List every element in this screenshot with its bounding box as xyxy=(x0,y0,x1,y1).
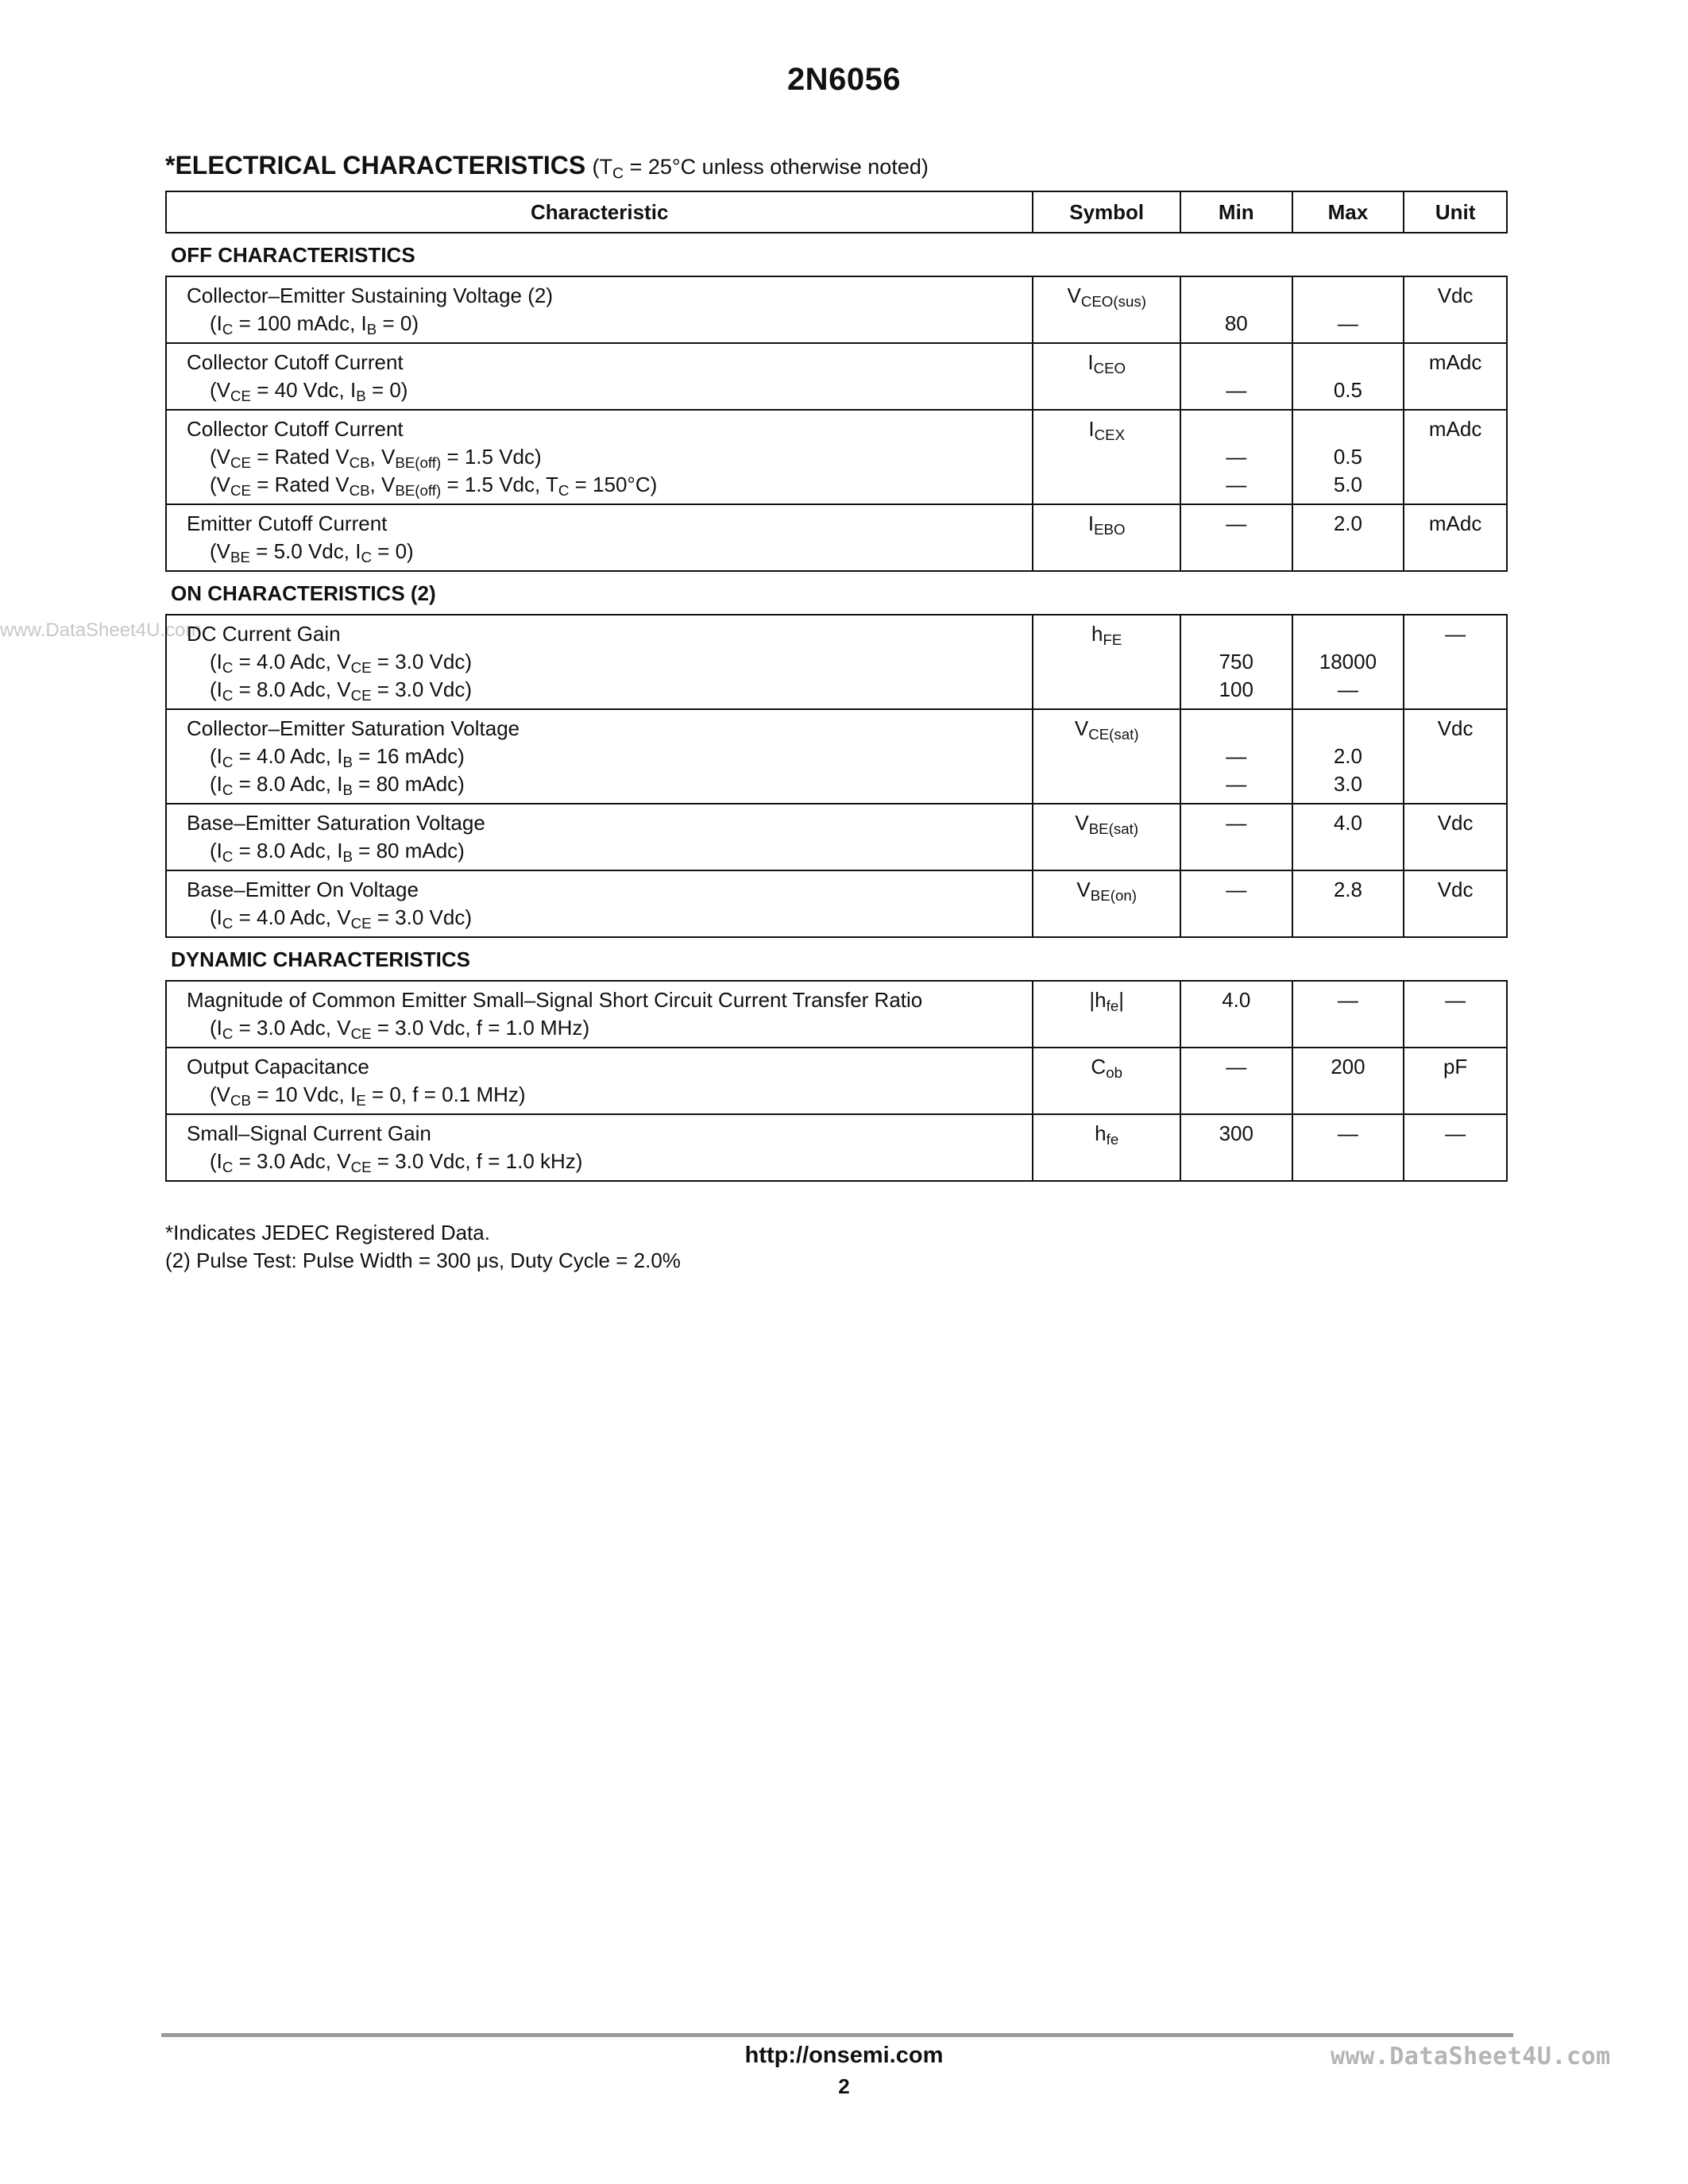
characteristic-cell xyxy=(166,709,1033,804)
min-cell xyxy=(1180,343,1292,410)
max-value xyxy=(1293,282,1404,310)
test-condition: ($V_{CE} = 40$ Vdc, $I_B = 0$) xyxy=(210,378,408,405)
characteristic-cell xyxy=(166,504,1033,571)
max-cell xyxy=(1292,504,1404,571)
unit-cell xyxy=(1404,410,1507,504)
unit-cell xyxy=(1404,504,1507,571)
characteristic-name: Collector–Emitter Saturation Voltage xyxy=(187,716,520,740)
min-value: 4.0 xyxy=(1222,988,1251,1012)
unit-cell xyxy=(1404,804,1507,870)
min-value: 750 xyxy=(1219,650,1253,673)
characteristic-name: Collector Cutoff Current xyxy=(187,350,404,374)
min-value: — xyxy=(1226,473,1247,496)
test-condition: ($V_{CE}$ = Rated $V_{CB}$, $V_{BE(off)} = 1.5$ Vdc) xyxy=(210,445,542,472)
table-row xyxy=(166,981,1507,1048)
min-cell xyxy=(1180,410,1292,504)
characteristic-cell xyxy=(166,1048,1033,1114)
symbol-cell: $V_{CE(sat)}$ xyxy=(1033,709,1180,804)
max-value: 0.5 xyxy=(1333,445,1362,469)
footnote-pulse-test: (2) Pulse Test: Pulse Width = 300 μs, Duty Cycle = 2.0% xyxy=(165,1248,681,1272)
test-condition: ($I_C = 8.0$ Adc, $I_B = 80$ mAdc) xyxy=(210,839,465,866)
test-condition: ($V_{CE}$ = Rated $V_{CB}$, $V_{BE(off)} = 1.5$ Vdc, $T_C = 150^\circ C$) xyxy=(210,473,658,500)
min-value xyxy=(1181,349,1292,376)
table-row xyxy=(166,615,1507,709)
table-row xyxy=(166,804,1507,870)
unit-cell xyxy=(1404,276,1507,343)
symbol-cell: $V_{BE(on)}$ xyxy=(1033,870,1180,937)
table-row xyxy=(166,709,1507,804)
unit-value: mAdc xyxy=(1428,350,1482,374)
min-value: — xyxy=(1226,445,1247,469)
footnotes xyxy=(165,1219,681,1275)
watermark-right: www.DataSheet4U.com xyxy=(1331,2043,1611,2070)
min-value xyxy=(1181,620,1292,648)
characteristic-name: Base–Emitter Saturation Voltage xyxy=(187,811,485,835)
max-cell xyxy=(1292,981,1404,1048)
max-value xyxy=(1293,715,1404,743)
unit-value: pF xyxy=(1443,1055,1468,1078)
max-value: 2.8 xyxy=(1333,878,1362,901)
unit-value: — xyxy=(1445,988,1466,1012)
max-value: — xyxy=(1337,1121,1358,1145)
min-value: — xyxy=(1226,511,1247,535)
symbol-cell: $C_{ob}$ xyxy=(1033,1048,1180,1114)
max-value: 4.0 xyxy=(1333,811,1362,835)
min-cell xyxy=(1180,804,1292,870)
symbol-cell: $V_{CEO(sus)}$ xyxy=(1033,276,1180,343)
max-value: 5.0 xyxy=(1333,473,1362,496)
characteristic-cell xyxy=(166,343,1033,410)
characteristic-cell xyxy=(166,981,1033,1048)
symbol-cell: $V_{BE(sat)}$ xyxy=(1033,804,1180,870)
unit-cell xyxy=(1404,343,1507,410)
characteristic-cell xyxy=(166,804,1033,870)
min-value: — xyxy=(1226,378,1247,402)
test-condition: ($I_C = 4.0$ Adc, $V_{CE} = 3.0$ Vdc) xyxy=(210,650,473,677)
min-value: 100 xyxy=(1219,677,1253,701)
characteristic-cell xyxy=(166,1114,1033,1181)
max-value xyxy=(1293,415,1404,443)
unit-cell xyxy=(1404,1048,1507,1114)
characteristic-name: Small–Signal Current Gain xyxy=(187,1121,431,1145)
section-title: OFF CHARACTERISTICS xyxy=(171,243,415,267)
watermark-left: www.DataSheet4U.com xyxy=(0,619,202,641)
heading-cond-open: (T xyxy=(592,155,613,179)
max-value: 2.0 xyxy=(1333,744,1362,768)
min-cell xyxy=(1180,981,1292,1048)
test-condition: ($I_C = 4.0$ Adc, $V_{CE} = 3.0$ Vdc) xyxy=(210,905,473,932)
characteristic-cell xyxy=(166,615,1033,709)
test-condition: ($I_C = 8.0$ Adc, $I_B = 80$ mAdc) xyxy=(210,772,465,799)
table-row xyxy=(166,1048,1507,1114)
characteristic-name: Emitter Cutoff Current xyxy=(187,511,388,535)
max-cell xyxy=(1292,410,1404,504)
min-cell xyxy=(1180,1048,1292,1114)
table-row xyxy=(166,410,1507,504)
unit-cell xyxy=(1404,1114,1507,1181)
min-value xyxy=(1181,415,1292,443)
max-value: 0.5 xyxy=(1333,378,1362,402)
symbol-cell: $|h_{fe}|$ xyxy=(1033,981,1180,1048)
characteristic-name: Magnitude of Common Emitter Small–Signal Short Circuit Current Transfer Ratio xyxy=(187,988,923,1012)
unit-value: — xyxy=(1445,622,1466,646)
max-value xyxy=(1293,349,1404,376)
part-number-title: 2N6056 xyxy=(786,62,902,97)
unit-cell xyxy=(1404,709,1507,804)
heading-cond-sub: C xyxy=(612,164,624,183)
max-value: — xyxy=(1337,311,1358,335)
table-row xyxy=(166,1114,1507,1181)
symbol-cell: $I_{CEO}$ xyxy=(1033,343,1180,410)
unit-cell xyxy=(1404,870,1507,937)
min-value: — xyxy=(1226,1055,1247,1078)
characteristic-name: DC Current Gain xyxy=(187,622,341,646)
footnote-jedec: *Indicates JEDEC Registered Data. xyxy=(165,1221,490,1244)
max-value: 3.0 xyxy=(1333,772,1362,796)
characteristic-name: Collector–Emitter Sustaining Voltage (2) xyxy=(187,284,554,307)
section-header-row xyxy=(166,937,1507,981)
header-min: Min xyxy=(1180,191,1292,233)
header-max: Max xyxy=(1292,191,1404,233)
test-condition: ($V_{BE} = 5.0$ Vdc, $I_C = 0$) xyxy=(210,539,414,566)
min-value: — xyxy=(1226,811,1247,835)
min-cell xyxy=(1180,615,1292,709)
symbol-cell: $h_{FE}$ xyxy=(1033,615,1180,709)
max-cell xyxy=(1292,870,1404,937)
test-condition: ($I_C = 100$ mAdc, $I_B = 0$) xyxy=(210,311,419,338)
table-row xyxy=(166,504,1507,571)
symbol-cell: $I_{EBO}$ xyxy=(1033,504,1180,571)
max-cell xyxy=(1292,804,1404,870)
section-title: DYNAMIC CHARACTERISTICS xyxy=(171,947,470,971)
max-cell xyxy=(1292,1048,1404,1114)
unit-value: Vdc xyxy=(1437,811,1474,835)
min-cell xyxy=(1180,1114,1292,1181)
symbol-cell: $h_{fe}$ xyxy=(1033,1114,1180,1181)
unit-cell xyxy=(1404,981,1507,1048)
min-value: — xyxy=(1226,772,1247,796)
max-value: 2.0 xyxy=(1333,511,1362,535)
max-cell xyxy=(1292,343,1404,410)
max-value: — xyxy=(1337,988,1358,1012)
min-cell xyxy=(1180,276,1292,343)
unit-cell xyxy=(1404,615,1507,709)
table-row xyxy=(166,276,1507,343)
heading-prefix: *ELECTRICAL CHARACTERISTICS xyxy=(165,151,586,179)
test-condition: ($I_C = 8.0$ Adc, $V_{CE} = 3.0$ Vdc) xyxy=(210,677,473,704)
table-row xyxy=(166,343,1507,410)
max-value xyxy=(1293,620,1404,648)
table-body xyxy=(166,233,1507,1181)
section-header-row xyxy=(166,571,1507,615)
table-row xyxy=(166,870,1507,937)
unit-value: Vdc xyxy=(1437,878,1474,901)
min-value: — xyxy=(1226,744,1247,768)
max-value: — xyxy=(1337,677,1358,701)
characteristic-name: Output Capacitance xyxy=(187,1055,369,1078)
section-title: ON CHARACTERISTICS (2) xyxy=(171,581,436,605)
electrical-characteristics-table xyxy=(165,191,1508,1182)
min-cell xyxy=(1180,504,1292,571)
max-cell xyxy=(1292,276,1404,343)
min-value xyxy=(1181,715,1292,743)
heading-condition xyxy=(592,155,929,183)
min-value: 80 xyxy=(1224,311,1248,335)
heading-cond-rest: = 25°C unless otherwise noted) xyxy=(624,155,929,179)
min-value: — xyxy=(1226,878,1247,901)
test-condition: ($I_C = 3.0$ Adc, $V_{CE} = 3.0$ Vdc, f = 1.0 MHz) xyxy=(210,1016,590,1043)
header-characteristic: Characteristic xyxy=(166,191,1033,233)
characteristic-name: Base–Emitter On Voltage xyxy=(187,878,419,901)
symbol-cell: $I_{CEX}$ xyxy=(1033,410,1180,504)
unit-value: — xyxy=(1445,1121,1466,1145)
unit-value: mAdc xyxy=(1428,511,1482,535)
footer-url: http://onsemi.com xyxy=(744,2043,944,2068)
unit-value: Vdc xyxy=(1437,716,1474,740)
max-value: 18000 xyxy=(1319,650,1377,673)
characteristic-cell xyxy=(166,276,1033,343)
characteristic-cell xyxy=(166,870,1033,937)
test-condition: ($I_C = 4.0$ Adc, $I_B = 16$ mAdc) xyxy=(210,744,465,771)
footer-divider xyxy=(161,2033,1513,2037)
max-cell xyxy=(1292,709,1404,804)
page-number: 2 xyxy=(838,2074,850,2098)
min-cell xyxy=(1180,709,1292,804)
min-value xyxy=(1181,282,1292,310)
test-condition: ($I_C = 3.0$ Adc, $V_{CE} = 3.0$ Vdc, f = 1.0 kHz) xyxy=(210,1149,583,1176)
table-header-row xyxy=(166,191,1507,233)
electrical-characteristics-heading xyxy=(165,151,929,183)
header-symbol: Symbol xyxy=(1033,191,1180,233)
section-header-row xyxy=(166,233,1507,276)
test-condition: ($V_{CB} = 10$ Vdc, $I_E = 0$, f = 0.1 MHz) xyxy=(210,1082,526,1109)
header-unit: Unit xyxy=(1404,191,1507,233)
characteristic-name: Collector Cutoff Current xyxy=(187,417,404,441)
unit-value: Vdc xyxy=(1437,284,1474,307)
characteristic-cell xyxy=(166,410,1033,504)
unit-value: mAdc xyxy=(1428,417,1482,441)
max-cell xyxy=(1292,1114,1404,1181)
max-cell xyxy=(1292,615,1404,709)
min-cell xyxy=(1180,870,1292,937)
min-value: 300 xyxy=(1219,1121,1253,1145)
max-value: 200 xyxy=(1331,1055,1365,1078)
